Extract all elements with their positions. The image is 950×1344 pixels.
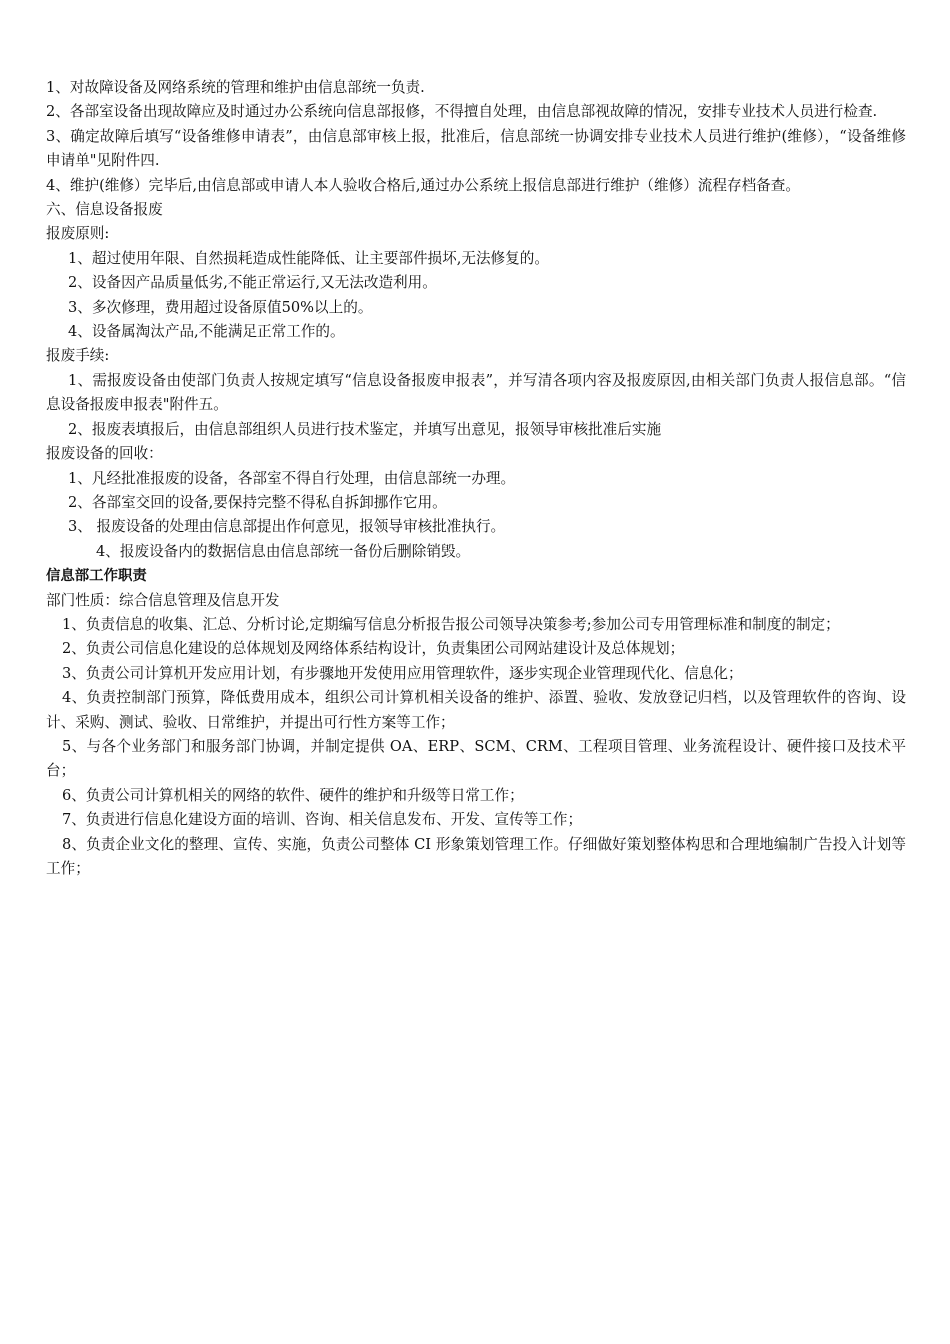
duty-item-6: 6、负责公司计算机相关的网络的软件、硬件的维护和升级等日常工作；: [62, 786, 524, 804]
scrap-procedure-1: 1、需报废设备由使部门负责人按规定填写“信息设备报废申报表”，并写清各项内容及报废原因,由相关部门负责人报信息部。“信息设备报废申报表"附件五。: [46, 371, 906, 414]
scrap-principle-4: 4、设备属淘汰产品,不能满足正常工作的。: [68, 323, 345, 341]
scrap-recovery-label: 报废设备的回收：: [46, 445, 163, 463]
scrap-heading: 六、信息设备报废: [46, 201, 163, 219]
duty-item-5: 5、与各个业务部门和服务部门协调，并制定提供 OA、ERP、SCM、CRM、工程项目管理、业务流程设计、硬件接口及技术平台；: [46, 737, 906, 780]
duty-item-4: 4、负责控制部门预算，降低费用成本，组织公司计算机相关设备的维护、添置、验收、发放登记归档，以及管理软件的咨询、设计、采购、测试、验收、日常维护，并提出可行性方案等工作；: [46, 689, 906, 731]
document-page: [46, 76, 906, 881]
scrap-recovery-3: 3、 报废设备的处理由信息部提出作何意见，报领导审核批准执行。: [68, 518, 506, 536]
repair-item-4: 4、维护(维修）完毕后,由信息部或申请人本人验收合格后,通过办公系统上报信息部进行维护（维修）流程存档备查。: [46, 176, 800, 194]
duty-item-3: 3、负责公司计算机开发应用计划，有步骤地开发使用应用管理软件，逐步实现企业管理现代化、信息化；: [62, 664, 743, 682]
repair-item-2: 2、各部室设备出现故障应及时通过办公系统向信息部报修，不得擅自处理，由信息部视故障的情况，安排专业技术人员进行检查.: [46, 103, 878, 121]
department-nature: 部门性质：综合信息管理及信息开发: [46, 591, 280, 609]
duty-item-7: 7、负责进行信息化建设方面的培训、咨询、相关信息发布、开发、宣传等工作；: [62, 811, 583, 829]
duties-title: 信息部工作职责: [46, 568, 147, 585]
duty-item-8: 8、负责企业文化的整理、宣传、实施，负责公司整体 CI 形象策划管理工作。仔细做好策划整体构思和合理地编制广告投入计划等工作；: [46, 835, 906, 877]
scrap-recovery-4: 4、报废设备内的数据信息由信息部统一备份后删除销毁。: [96, 542, 471, 560]
scrap-principle-1: 1、超过使用年限、自然损耗造成性能降低、让主要部件损坏,无法修复的。: [68, 249, 549, 267]
scrap-procedure-label: 报废手续:: [46, 347, 110, 365]
scrap-recovery-2: 2、各部室交回的设备,要保持完整不得私自拆卸挪作它用。: [68, 493, 447, 511]
scrap-principle-3: 3、多次修理，费用超过设备原值50%以上的。: [68, 298, 373, 316]
repair-item-3: 3、确定故障后填写“设备维修申请表”，由信息部审核上报，批准后，信息部统一协调安排专业技术人员进行维护(维修），“设备维修申请单"见附件四.: [46, 127, 906, 170]
scrap-principles-label: 报废原则:: [46, 225, 110, 243]
duty-item-1: 1、负责信息的收集、汇总、分析讨论,定期编写信息分析报告报公司领导决策参考;参加公司专用管理标准和制度的制定；: [62, 615, 840, 633]
repair-item-1: 1、对故障设备及网络系统的管理和维护由信息部统一负责.: [46, 79, 425, 96]
scrap-principle-2: 2、设备因产品质量低劣,不能正常运行,又无法改造利用。: [68, 274, 437, 292]
scrap-procedure-2: 2、报废表填报后，由信息部组织人员进行技术鉴定，并填写出意见，报领导审核批准后实施: [68, 420, 662, 438]
scrap-recovery-1: 1、凡经批准报废的设备，各部室不得自行处理，由信息部统一办理。: [68, 469, 516, 487]
duty-item-2: 2、负责公司信息化建设的总体规划及网络体系结构设计，负责集团公司网站建设计及总体规划；: [62, 640, 685, 658]
